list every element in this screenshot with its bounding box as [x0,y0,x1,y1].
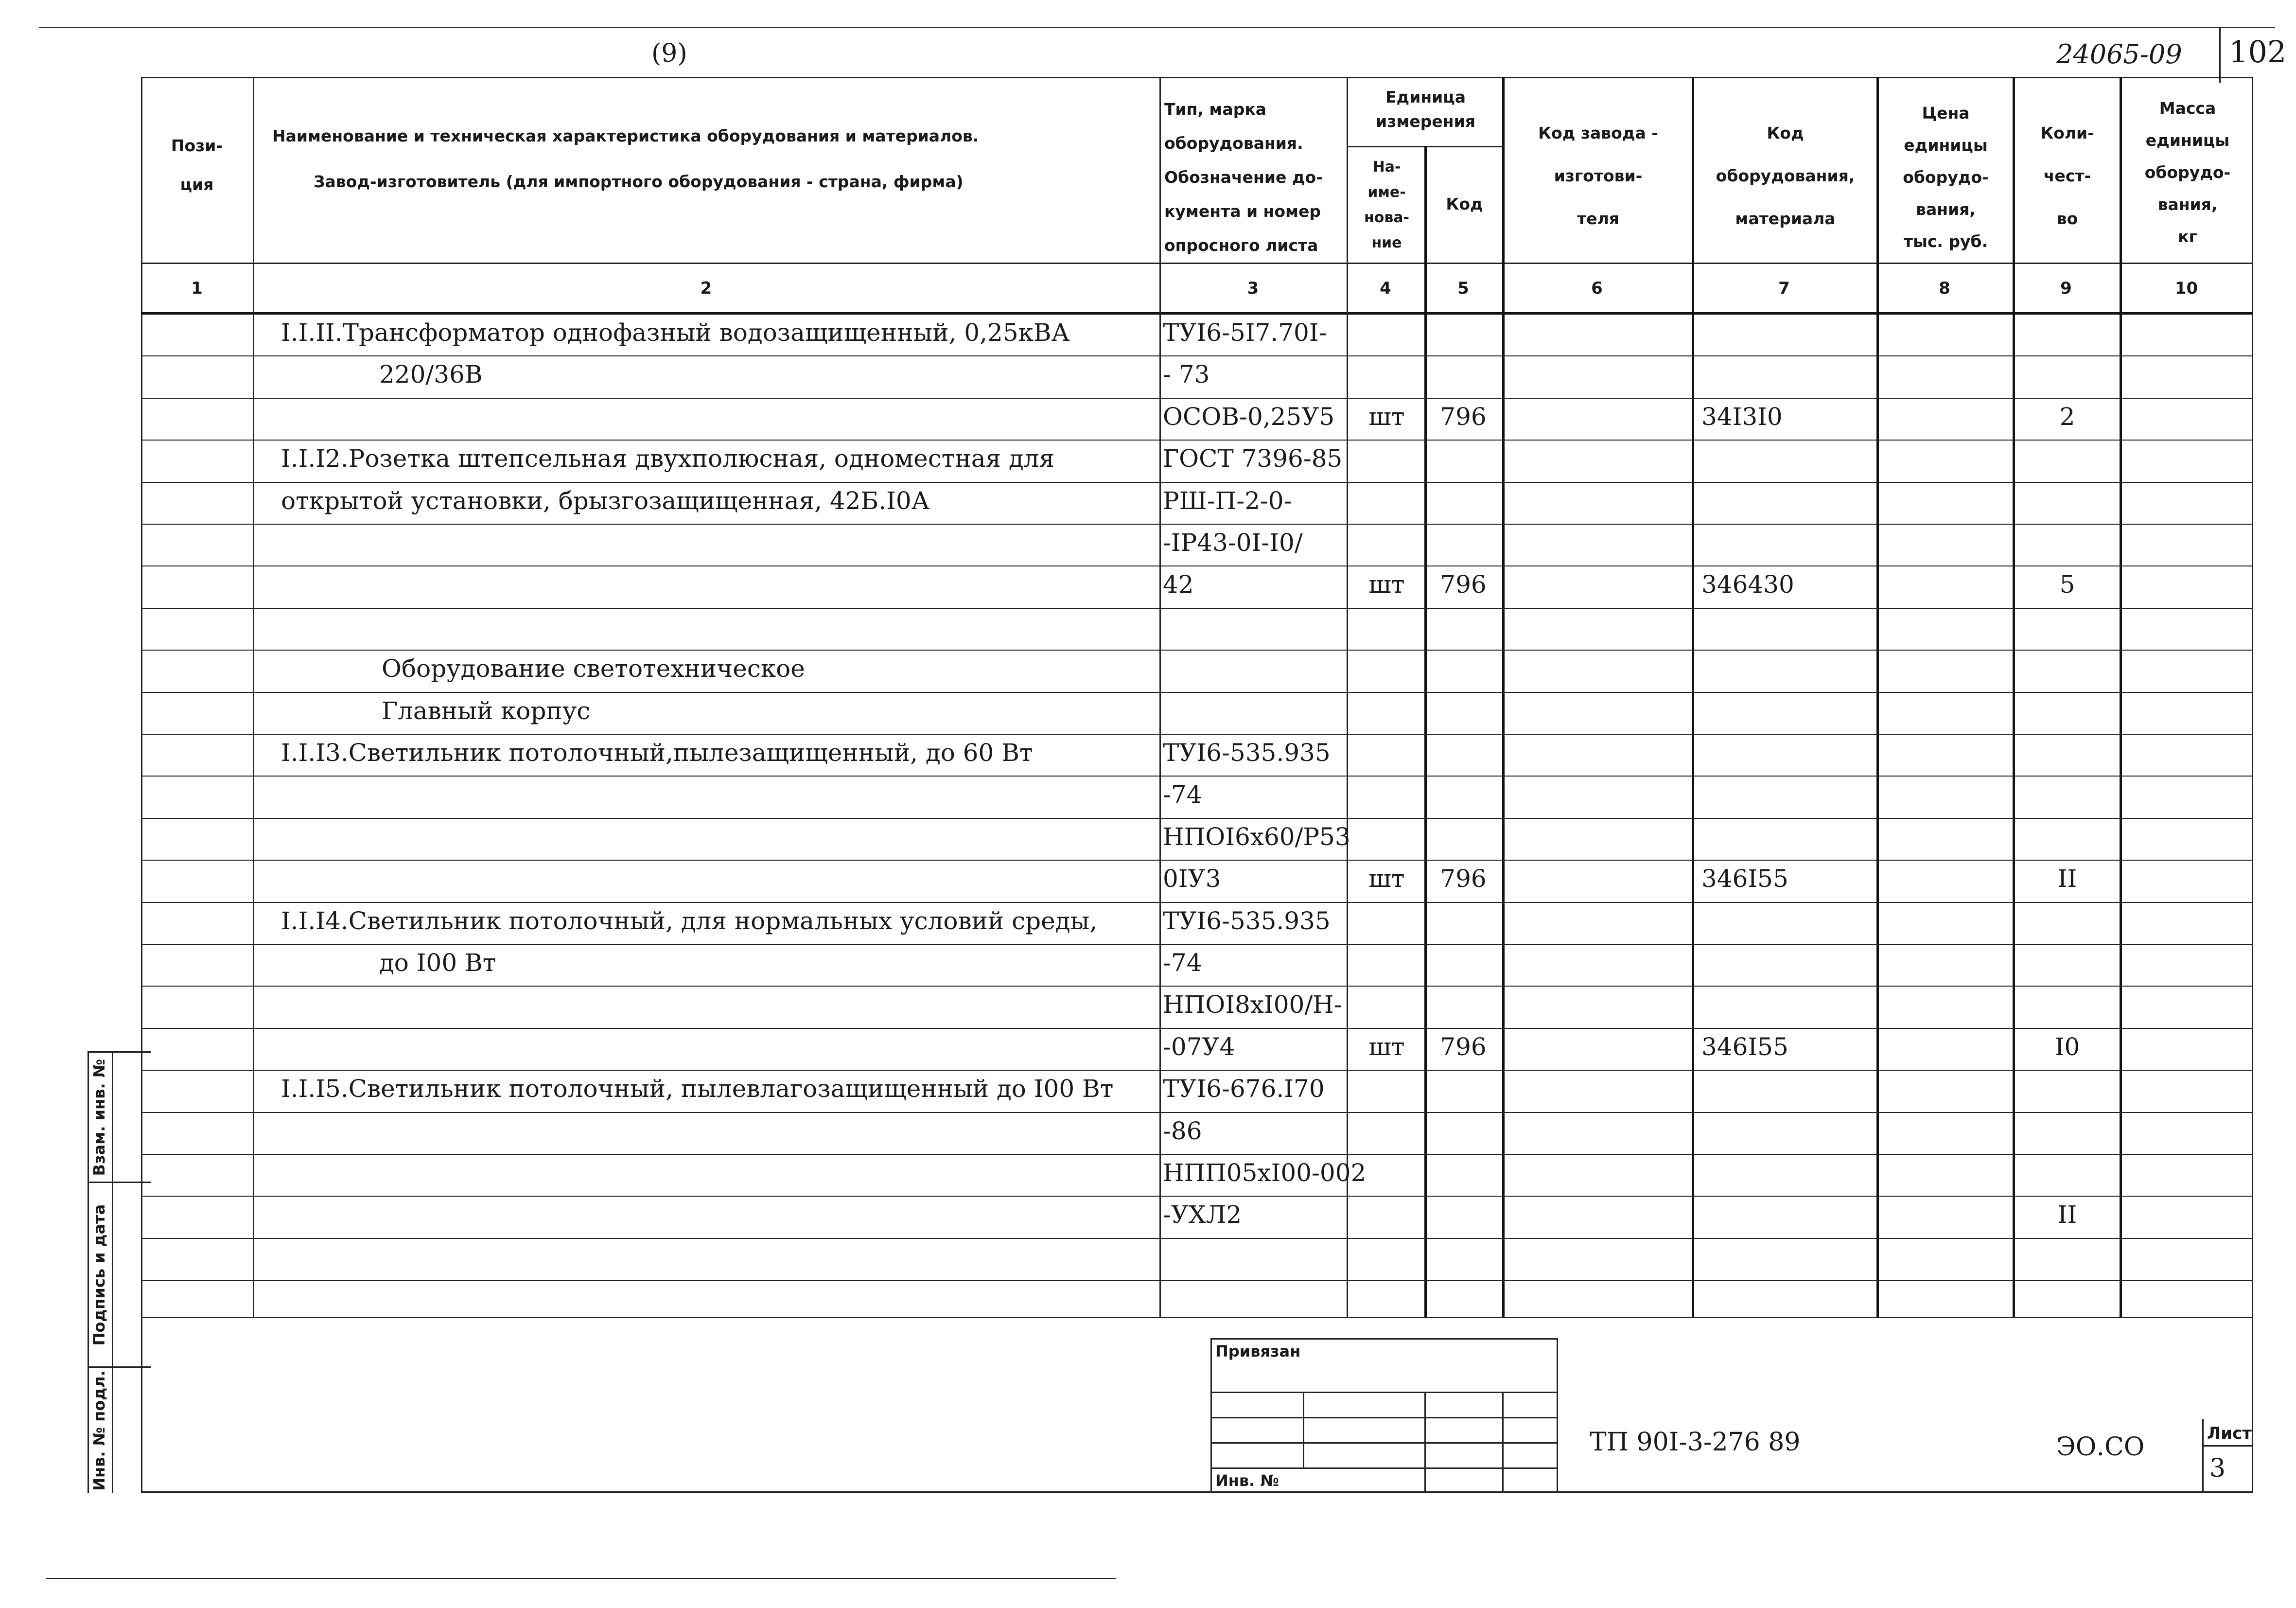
colnum-8: 8 [1939,279,1950,298]
row-unit: шт [1368,1033,1405,1061]
row-name [281,1025,1155,1069]
row-name [281,395,1155,439]
row-name [281,857,1155,901]
row-code [1427,899,1500,943]
row-type [1163,1235,1345,1279]
row-equip-code [1701,479,1872,523]
header-name-line1: Наименование и техническая характеристика оборудования и материалов. [272,126,979,145]
row-unit [1349,647,1424,690]
stamp-sheet-hline [2202,1445,2253,1447]
colnum-1: 1 [191,279,203,298]
row-name [281,1109,1155,1153]
row-qty: I0 [2054,1033,2080,1061]
col-line-3 [1347,77,1348,1317]
row-code [1427,731,1500,775]
col-line-5 [1502,77,1505,1317]
side-label-podpis: Подпись и дата [90,1204,108,1346]
row-unit [1349,689,1424,733]
row-name [281,605,1155,649]
row-type: -07У4 [1163,1033,1235,1061]
row-unit [1349,437,1424,480]
row-equip-code [1701,647,1872,690]
row-name [281,1151,1155,1195]
row-code [1427,1109,1500,1153]
stamp-designation: ТП 90I-3-276 89 [1590,1428,1801,1457]
row-type: РШ-П-2-0- [1163,487,1292,515]
row-unit [1349,521,1424,565]
top-edge-line [39,27,2275,28]
row-type: ТУI6-535.935 [1163,739,1331,767]
row-name: I.I.I5.Светильник потолочный, пылевлагозащищенный до I00 Вт [281,1075,1114,1103]
row-equip-code [1701,1151,1872,1195]
row-qty [2015,1067,2120,1111]
row-type: -IP43-0I-I0/ [1163,529,1303,557]
row-equip-code [1701,521,1872,565]
row-code [1427,1235,1500,1279]
row-unit [1349,605,1424,649]
header-unit-group: Единица измерения [1376,88,1475,131]
row-qty: 2 [2059,403,2075,431]
row-qty: 5 [2059,570,2075,599]
row-unit [1349,311,1424,354]
side-label-inv-podl: Инв. № подл. [90,1370,108,1491]
page-number: 102 [2229,34,2287,70]
row-equip-code [1701,1235,1872,1279]
row-unit [1349,1151,1424,1195]
row-unit [1349,773,1424,816]
row-code [1427,353,1500,396]
row-unit [1349,1277,1424,1321]
row-qty [2015,689,2120,733]
row-type: ГОСТ 7396-85 [1163,444,1343,473]
row-equip-code [1701,983,1872,1026]
col-line-7 [1876,77,1879,1317]
header-unit-code: Код [1446,194,1483,213]
stamp-sheet-vline [2202,1419,2204,1493]
colnum-5: 5 [1457,279,1469,298]
row-type: НПОI8хI00/Н- [1163,990,1342,1019]
row-code [1427,1151,1500,1195]
bottom-edge-line [46,1578,1116,1579]
margin-outer-line [88,1051,89,1493]
row-name [281,815,1155,859]
row-equip-code [1701,899,1872,943]
row-type: НПП05хI00-002 [1163,1159,1367,1187]
row-equip-code [1701,815,1872,859]
row-qty [2015,731,2120,775]
row-type: -УХЛ2 [1163,1201,1242,1229]
header-type: Тип, марка оборудования. Обозначение до- кумента и номер опросного листа [1164,100,1323,255]
stamp-inv-no: Инв. № [1215,1471,1279,1490]
row-type: ТУI6-5I7.70I- [1163,318,1327,347]
row-name: Оборудование светотехническое [382,654,805,683]
colnum-4: 4 [1380,279,1391,298]
colnum-9: 9 [2060,279,2072,298]
row-code [1427,1193,1500,1237]
row-code: 796 [1440,865,1487,893]
header-unit-name: На- име- нова- ние [1364,159,1410,251]
row-name: I.I.I4.Светильник потолочный, для нормальных условий среды, [281,907,1098,935]
row-code [1427,311,1500,354]
row-name: Главный корпус [382,697,591,725]
row-code [1427,521,1500,565]
row-name: I.I.II.Трансформатор однофазный водозащищенный, 0,25кВА [281,318,1070,347]
row-name [281,1277,1155,1321]
row-unit [1349,1235,1424,1279]
row-name [281,983,1155,1026]
row-name: до I00 Вт [379,949,496,977]
row-name [281,521,1155,565]
stamp-line-1 [1210,1392,1558,1393]
row-equip-code [1701,437,1872,480]
row-qty [2015,1277,2120,1321]
row-equip-code [1701,1067,1872,1111]
row-qty [2015,605,2120,649]
header-price: Цена единицы оборудо- вания, тыс. руб. [1903,104,1989,251]
header-name-line2: Завод-изготовитель (для импортного оборудования - страна, фирма) [314,172,964,191]
row-qty [2015,899,2120,943]
stamp-privyazan: Привязан [1215,1342,1301,1361]
row-qty [2015,1151,2120,1195]
side-label-vzam: Взам. инв. № [90,1059,108,1176]
row-equip-code [1701,311,1872,354]
row-equip-code [1701,731,1872,775]
row-equip-code: 346I55 [1701,865,1788,893]
row-code [1427,983,1500,1026]
row-unit: шт [1368,865,1405,893]
row-code [1427,479,1500,523]
col-line-1 [253,77,254,1317]
row-qty [2015,437,2120,480]
row-name [281,773,1155,816]
stamp-vline-1 [1303,1392,1304,1467]
row-qty [2015,983,2120,1026]
row-code [1427,647,1500,690]
row-code [1427,815,1500,859]
row-type: -74 [1163,780,1202,809]
row-equip-code: 346430 [1701,570,1794,599]
stamp-line-2 [1210,1417,1558,1418]
row-name: I.I.I3.Светильник потолочный,пылезащищенный, до 60 Вт [281,739,1033,767]
row-type: 0IУ3 [1163,865,1221,893]
colnum-2: 2 [700,279,712,298]
header-qty: Коли- чест- во [2040,124,2094,228]
row-unit [1349,353,1424,396]
colnum-7: 7 [1778,279,1790,298]
row-type: ТУI6-535.935 [1163,907,1331,935]
page-number-divider [2219,27,2221,83]
row-qty [2015,1109,2120,1153]
table-bottom-line [141,1317,2253,1318]
row-unit [1349,899,1424,943]
colnum-6: 6 [1591,279,1603,298]
stamp-sheet-label: Лист [2207,1424,2252,1443]
row-type [1163,689,1345,733]
header-position: Пози- ция [171,136,223,194]
row-unit: шт [1368,403,1405,431]
row-unit [1349,479,1424,523]
row-equip-code [1701,1277,1872,1321]
row-code [1427,1067,1500,1111]
row-type: ОСОВ-0,25У5 [1163,403,1335,431]
row-code [1427,605,1500,649]
row-type: ТУI6-676.I70 [1163,1075,1325,1103]
row-equip-code: 346I55 [1701,1033,1788,1061]
row-equip-code [1701,605,1872,649]
document-code: 24065-09 [2056,39,2182,70]
row-code: 796 [1440,1033,1487,1061]
row-code [1427,1277,1500,1321]
header-mass: Масса единицы оборудо- вания, кг [2144,99,2231,246]
row-equip-code [1701,941,1872,985]
row-equip-code [1701,689,1872,733]
margin-inner-line [112,1051,113,1493]
row-qty [2015,521,2120,565]
sheet-number: (9) [651,39,687,68]
stamp-block [1210,1338,1558,1493]
row-unit [1349,731,1424,775]
row-unit [1349,1067,1424,1111]
row-qty: II [2057,1201,2077,1229]
row-qty [2015,941,2120,985]
row-unit [1349,941,1424,985]
row-code [1427,437,1500,480]
row-unit [1349,1193,1424,1237]
row-type [1163,1277,1345,1321]
row-code [1427,773,1500,816]
stamp-sheet-value: 3 [2209,1454,2226,1483]
row-name: открытой установки, брызгозащищенная, 42Б.I0А [281,487,930,515]
row-equip-code [1701,1193,1872,1237]
row-qty [2015,815,2120,859]
row-type [1163,647,1345,690]
row-qty [2015,1235,2120,1279]
row-code [1427,941,1500,985]
stamp-vline-3 [1502,1392,1504,1493]
row-type: НПОI6х60/Р53 [1163,823,1350,851]
col-line-9 [2120,77,2122,1317]
row-name: 220/36В [379,360,483,389]
row-equip-code [1701,353,1872,396]
row-qty [2015,647,2120,690]
stamp-section: ЭО.СО [2056,1432,2145,1462]
colnum-10: 10 [2174,279,2198,298]
row-equip-code [1701,773,1872,816]
row-type: - 73 [1163,360,1210,389]
row-unit [1349,983,1424,1026]
stamp-line-4 [1210,1467,1558,1469]
stamp-line-3 [1210,1442,1558,1444]
row-qty [2015,479,2120,523]
header-plant-code: Код завода - изготови- теля [1538,124,1658,228]
row-type: -86 [1163,1117,1202,1145]
row-name [281,563,1155,606]
row-qty: II [2057,865,2077,893]
row-name: I.I.I2.Розетка штепсельная двухполюсная, одноместная для [281,444,1055,473]
row-unit: шт [1368,570,1405,599]
row-name [281,1193,1155,1237]
stamp-vline-2 [1424,1392,1426,1493]
col-line-6 [1692,77,1694,1317]
row-code: 796 [1440,403,1487,431]
row-unit [1349,815,1424,859]
row-name [281,1235,1155,1279]
row-equip-code [1701,1109,1872,1153]
col-line-2 [1159,77,1161,1317]
row-equip-code: 34I3I0 [1701,403,1783,431]
row-code: 796 [1440,570,1487,599]
row-unit [1349,1109,1424,1153]
row-qty [2015,773,2120,816]
row-qty [2015,353,2120,396]
row-type: 42 [1163,570,1194,599]
header-bottom-line [141,263,2253,264]
colnum-3: 3 [1247,279,1259,298]
row-code [1427,689,1500,733]
row-type: -74 [1163,949,1202,977]
row-type [1163,605,1345,649]
header-equip-code: Код оборудования, материала [1716,124,1855,228]
row-qty [2015,311,2120,354]
